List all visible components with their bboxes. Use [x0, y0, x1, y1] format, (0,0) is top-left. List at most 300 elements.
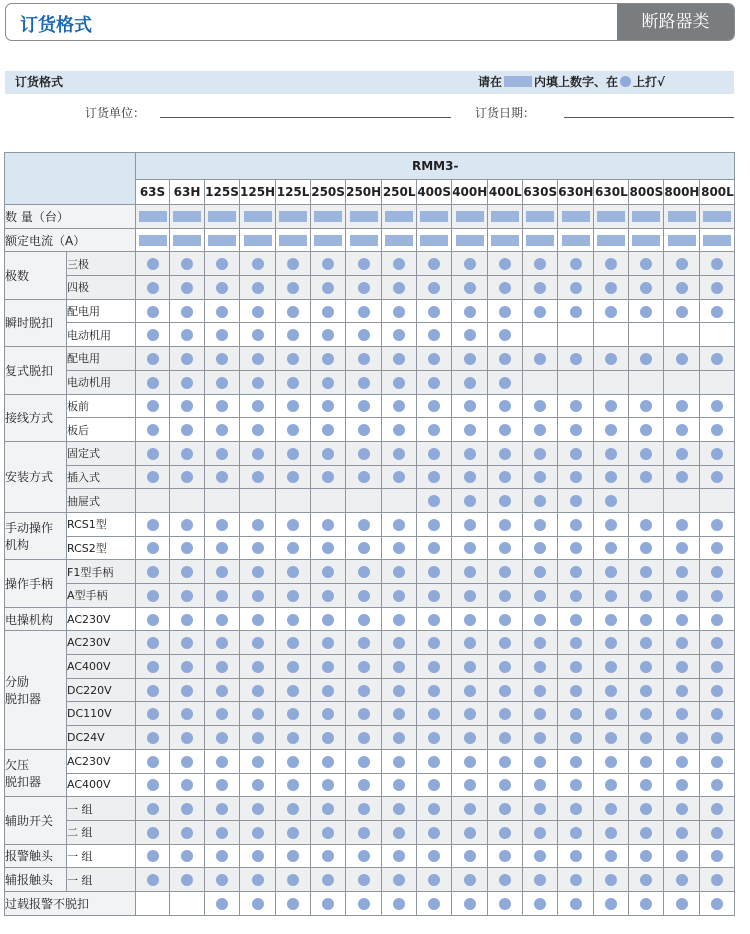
option-cell[interactable] [276, 702, 311, 726]
option-cell[interactable] [629, 418, 664, 442]
option-cell[interactable] [452, 844, 488, 868]
option-cell[interactable] [558, 465, 594, 489]
option-cell[interactable] [664, 607, 700, 631]
option-cell[interactable] [700, 631, 735, 655]
option-cell[interactable] [170, 749, 205, 773]
check-dot-icon[interactable] [216, 448, 228, 460]
check-dot-icon[interactable] [534, 448, 546, 460]
option-cell[interactable] [594, 276, 629, 300]
option-cell[interactable] [346, 773, 382, 797]
check-dot-icon[interactable] [711, 898, 723, 910]
check-dot-icon[interactable] [534, 495, 546, 507]
check-dot-icon[interactable] [711, 756, 723, 768]
option-cell[interactable] [523, 560, 558, 584]
check-dot-icon[interactable] [605, 898, 617, 910]
option-cell[interactable] [629, 465, 664, 489]
option-cell[interactable] [311, 678, 346, 702]
check-dot-icon[interactable] [499, 590, 511, 602]
option-cell[interactable] [346, 891, 382, 915]
option-cell[interactable] [488, 323, 523, 347]
check-dot-icon[interactable] [711, 779, 723, 791]
check-dot-icon[interactable] [428, 827, 440, 839]
option-cell[interactable] [629, 797, 664, 821]
check-dot-icon[interactable] [676, 685, 688, 697]
option-cell[interactable] [664, 678, 700, 702]
check-dot-icon[interactable] [252, 661, 264, 673]
option-cell[interactable] [523, 868, 558, 892]
option-cell[interactable] [488, 655, 523, 679]
fill-box[interactable] [314, 235, 342, 246]
option-cell[interactable] [452, 394, 488, 418]
option-cell[interactable] [136, 560, 170, 584]
check-dot-icon[interactable] [147, 542, 159, 554]
check-dot-icon[interactable] [181, 471, 193, 483]
option-cell[interactable] [136, 252, 170, 276]
option-cell[interactable] [629, 702, 664, 726]
option-cell[interactable] [417, 299, 452, 323]
check-dot-icon[interactable] [252, 282, 264, 294]
option-cell[interactable] [205, 418, 240, 442]
option-cell[interactable] [311, 370, 346, 394]
check-dot-icon[interactable] [252, 424, 264, 436]
check-dot-icon[interactable] [322, 756, 334, 768]
fill-box[interactable] [562, 235, 590, 246]
option-cell[interactable] [382, 820, 417, 844]
check-dot-icon[interactable] [287, 614, 299, 626]
option-cell[interactable] [205, 773, 240, 797]
check-dot-icon[interactable] [499, 306, 511, 318]
check-dot-icon[interactable] [499, 732, 511, 744]
option-cell[interactable] [594, 726, 629, 750]
check-dot-icon[interactable] [358, 353, 370, 365]
check-dot-icon[interactable] [711, 258, 723, 270]
option-cell[interactable] [452, 678, 488, 702]
check-dot-icon[interactable] [393, 708, 405, 720]
option-cell[interactable] [594, 891, 629, 915]
option-cell[interactable] [664, 797, 700, 821]
option-cell[interactable] [276, 252, 311, 276]
check-dot-icon[interactable] [676, 661, 688, 673]
check-dot-icon[interactable] [711, 803, 723, 815]
check-dot-icon[interactable] [358, 377, 370, 389]
option-cell[interactable] [382, 512, 417, 536]
check-dot-icon[interactable] [570, 803, 582, 815]
check-dot-icon[interactable] [676, 306, 688, 318]
option-cell[interactable] [276, 276, 311, 300]
option-cell[interactable] [523, 299, 558, 323]
check-dot-icon[interactable] [358, 708, 370, 720]
option-cell[interactable] [629, 773, 664, 797]
option-cell[interactable] [452, 702, 488, 726]
fill-box[interactable] [279, 235, 307, 246]
check-dot-icon[interactable] [216, 779, 228, 791]
option-cell[interactable] [346, 512, 382, 536]
check-dot-icon[interactable] [252, 306, 264, 318]
option-cell[interactable] [346, 323, 382, 347]
check-dot-icon[interactable] [252, 708, 264, 720]
option-cell[interactable] [700, 726, 735, 750]
option-cell[interactable] [240, 584, 276, 608]
check-dot-icon[interactable] [216, 329, 228, 341]
option-cell[interactable] [664, 465, 700, 489]
check-dot-icon[interactable] [147, 566, 159, 578]
option-cell[interactable] [594, 347, 629, 371]
option-cell[interactable] [382, 465, 417, 489]
option-cell[interactable] [276, 584, 311, 608]
option-cell[interactable] [523, 607, 558, 631]
option-cell[interactable] [523, 394, 558, 418]
check-dot-icon[interactable] [676, 850, 688, 862]
option-cell[interactable] [417, 702, 452, 726]
option-cell[interactable] [170, 465, 205, 489]
option-cell[interactable] [240, 394, 276, 418]
check-dot-icon[interactable] [252, 542, 264, 554]
option-cell[interactable] [700, 820, 735, 844]
check-dot-icon[interactable] [534, 471, 546, 483]
check-dot-icon[interactable] [570, 661, 582, 673]
check-dot-icon[interactable] [464, 590, 476, 602]
check-dot-icon[interactable] [216, 542, 228, 554]
fill-box[interactable] [350, 211, 378, 222]
check-dot-icon[interactable] [640, 732, 652, 744]
option-cell[interactable] [170, 394, 205, 418]
check-dot-icon[interactable] [287, 306, 299, 318]
option-cell[interactable] [700, 512, 735, 536]
check-dot-icon[interactable] [252, 850, 264, 862]
option-cell[interactable] [523, 584, 558, 608]
option-cell[interactable] [488, 678, 523, 702]
check-dot-icon[interactable] [147, 377, 159, 389]
option-cell[interactable] [594, 394, 629, 418]
check-dot-icon[interactable] [428, 566, 440, 578]
option-cell[interactable] [417, 418, 452, 442]
option-cell[interactable] [700, 773, 735, 797]
option-cell[interactable] [205, 299, 240, 323]
check-dot-icon[interactable] [393, 685, 405, 697]
check-dot-icon[interactable] [358, 850, 370, 862]
check-dot-icon[interactable] [322, 566, 334, 578]
option-cell[interactable] [594, 441, 629, 465]
option-cell[interactable] [240, 252, 276, 276]
check-dot-icon[interactable] [605, 874, 617, 886]
check-dot-icon[interactable] [640, 661, 652, 673]
option-cell[interactable] [664, 891, 700, 915]
check-dot-icon[interactable] [534, 874, 546, 886]
check-dot-icon[interactable] [570, 400, 582, 412]
check-dot-icon[interactable] [252, 732, 264, 744]
option-cell[interactable] [276, 536, 311, 560]
option-cell[interactable] [523, 891, 558, 915]
check-dot-icon[interactable] [358, 590, 370, 602]
option-cell[interactable] [205, 205, 240, 229]
option-cell[interactable] [240, 726, 276, 750]
option-cell[interactable] [346, 299, 382, 323]
option-cell[interactable] [276, 797, 311, 821]
check-dot-icon[interactable] [322, 519, 334, 531]
check-dot-icon[interactable] [358, 566, 370, 578]
check-dot-icon[interactable] [640, 282, 652, 294]
check-dot-icon[interactable] [393, 756, 405, 768]
option-cell[interactable] [664, 844, 700, 868]
check-dot-icon[interactable] [216, 661, 228, 673]
check-dot-icon[interactable] [147, 874, 159, 886]
check-dot-icon[interactable] [393, 424, 405, 436]
check-dot-icon[interactable] [181, 566, 193, 578]
option-cell[interactable] [488, 584, 523, 608]
option-cell[interactable] [311, 441, 346, 465]
option-cell[interactable] [488, 891, 523, 915]
option-cell[interactable] [205, 560, 240, 584]
check-dot-icon[interactable] [181, 850, 193, 862]
check-dot-icon[interactable] [464, 898, 476, 910]
check-dot-icon[interactable] [216, 685, 228, 697]
check-dot-icon[interactable] [640, 519, 652, 531]
option-cell[interactable] [558, 489, 594, 513]
option-cell[interactable] [523, 749, 558, 773]
check-dot-icon[interactable] [358, 779, 370, 791]
option-cell[interactable] [346, 465, 382, 489]
option-cell[interactable] [594, 536, 629, 560]
option-cell[interactable] [311, 228, 346, 252]
check-dot-icon[interactable] [464, 732, 476, 744]
option-cell[interactable] [382, 631, 417, 655]
option-cell[interactable] [417, 726, 452, 750]
check-dot-icon[interactable] [711, 590, 723, 602]
check-dot-icon[interactable] [464, 424, 476, 436]
check-dot-icon[interactable] [605, 471, 617, 483]
check-dot-icon[interactable] [534, 424, 546, 436]
check-dot-icon[interactable] [358, 306, 370, 318]
check-dot-icon[interactable] [216, 732, 228, 744]
check-dot-icon[interactable] [711, 661, 723, 673]
option-cell[interactable] [417, 631, 452, 655]
check-dot-icon[interactable] [640, 779, 652, 791]
check-dot-icon[interactable] [181, 448, 193, 460]
option-cell[interactable] [452, 205, 488, 229]
option-cell[interactable] [700, 228, 735, 252]
check-dot-icon[interactable] [605, 756, 617, 768]
check-dot-icon[interactable] [676, 827, 688, 839]
option-cell[interactable] [700, 844, 735, 868]
option-cell[interactable] [382, 773, 417, 797]
option-cell[interactable] [240, 797, 276, 821]
option-cell[interactable] [382, 228, 417, 252]
option-cell[interactable] [594, 418, 629, 442]
check-dot-icon[interactable] [640, 827, 652, 839]
check-dot-icon[interactable] [711, 827, 723, 839]
check-dot-icon[interactable] [252, 377, 264, 389]
check-dot-icon[interactable] [287, 329, 299, 341]
option-cell[interactable] [205, 607, 240, 631]
check-dot-icon[interactable] [605, 306, 617, 318]
option-cell[interactable] [629, 441, 664, 465]
option-cell[interactable] [311, 560, 346, 584]
check-dot-icon[interactable] [534, 850, 546, 862]
check-dot-icon[interactable] [570, 353, 582, 365]
check-dot-icon[interactable] [570, 708, 582, 720]
option-cell[interactable] [664, 631, 700, 655]
option-cell[interactable] [664, 749, 700, 773]
check-dot-icon[interactable] [358, 282, 370, 294]
option-cell[interactable] [523, 418, 558, 442]
check-dot-icon[interactable] [287, 827, 299, 839]
option-cell[interactable] [170, 820, 205, 844]
option-cell[interactable] [488, 631, 523, 655]
option-cell[interactable] [136, 347, 170, 371]
check-dot-icon[interactable] [252, 614, 264, 626]
option-cell[interactable] [700, 702, 735, 726]
option-cell[interactable] [417, 655, 452, 679]
check-dot-icon[interactable] [534, 258, 546, 270]
check-dot-icon[interactable] [428, 756, 440, 768]
option-cell[interactable] [205, 844, 240, 868]
check-dot-icon[interactable] [216, 614, 228, 626]
check-dot-icon[interactable] [252, 258, 264, 270]
option-cell[interactable] [558, 299, 594, 323]
option-cell[interactable] [136, 631, 170, 655]
check-dot-icon[interactable] [676, 803, 688, 815]
check-dot-icon[interactable] [464, 306, 476, 318]
option-cell[interactable] [594, 512, 629, 536]
option-cell[interactable] [452, 560, 488, 584]
check-dot-icon[interactable] [570, 495, 582, 507]
check-dot-icon[interactable] [570, 614, 582, 626]
check-dot-icon[interactable] [393, 448, 405, 460]
check-dot-icon[interactable] [605, 827, 617, 839]
check-dot-icon[interactable] [287, 850, 299, 862]
option-cell[interactable] [311, 891, 346, 915]
check-dot-icon[interactable] [676, 448, 688, 460]
option-cell[interactable] [452, 252, 488, 276]
check-dot-icon[interactable] [322, 400, 334, 412]
option-cell[interactable] [523, 844, 558, 868]
option-cell[interactable] [417, 868, 452, 892]
option-cell[interactable] [205, 868, 240, 892]
option-cell[interactable] [558, 512, 594, 536]
check-dot-icon[interactable] [322, 590, 334, 602]
check-dot-icon[interactable] [147, 803, 159, 815]
option-cell[interactable] [594, 607, 629, 631]
option-cell[interactable] [311, 418, 346, 442]
option-cell[interactable] [558, 844, 594, 868]
check-dot-icon[interactable] [216, 708, 228, 720]
fill-box[interactable] [668, 235, 696, 246]
fill-box[interactable] [526, 235, 554, 246]
option-cell[interactable] [136, 299, 170, 323]
option-cell[interactable] [594, 299, 629, 323]
check-dot-icon[interactable] [147, 779, 159, 791]
fill-box[interactable] [597, 235, 625, 246]
check-dot-icon[interactable] [322, 424, 334, 436]
check-dot-icon[interactable] [358, 329, 370, 341]
check-dot-icon[interactable] [428, 448, 440, 460]
check-dot-icon[interactable] [676, 779, 688, 791]
option-cell[interactable] [523, 773, 558, 797]
check-dot-icon[interactable] [216, 258, 228, 270]
check-dot-icon[interactable] [252, 874, 264, 886]
option-cell[interactable] [346, 205, 382, 229]
check-dot-icon[interactable] [676, 400, 688, 412]
check-dot-icon[interactable] [499, 471, 511, 483]
check-dot-icon[interactable] [393, 661, 405, 673]
check-dot-icon[interactable] [147, 519, 159, 531]
option-cell[interactable] [240, 868, 276, 892]
check-dot-icon[interactable] [605, 732, 617, 744]
option-cell[interactable] [311, 631, 346, 655]
check-dot-icon[interactable] [570, 566, 582, 578]
option-cell[interactable] [276, 205, 311, 229]
option-cell[interactable] [452, 489, 488, 513]
check-dot-icon[interactable] [216, 756, 228, 768]
option-cell[interactable] [276, 323, 311, 347]
option-cell[interactable] [276, 749, 311, 773]
option-cell[interactable] [205, 536, 240, 560]
fill-box[interactable] [173, 211, 201, 222]
check-dot-icon[interactable] [711, 685, 723, 697]
check-dot-icon[interactable] [605, 685, 617, 697]
check-dot-icon[interactable] [605, 282, 617, 294]
check-dot-icon[interactable] [676, 566, 688, 578]
option-cell[interactable] [205, 891, 240, 915]
option-cell[interactable] [488, 560, 523, 584]
option-cell[interactable] [170, 299, 205, 323]
option-cell[interactable] [629, 844, 664, 868]
option-cell[interactable] [664, 512, 700, 536]
check-dot-icon[interactable] [393, 258, 405, 270]
option-cell[interactable] [523, 678, 558, 702]
option-cell[interactable] [382, 347, 417, 371]
option-cell[interactable] [346, 228, 382, 252]
check-dot-icon[interactable] [216, 827, 228, 839]
check-dot-icon[interactable] [534, 400, 546, 412]
check-dot-icon[interactable] [358, 756, 370, 768]
check-dot-icon[interactable] [147, 850, 159, 862]
option-cell[interactable] [417, 323, 452, 347]
check-dot-icon[interactable] [181, 827, 193, 839]
check-dot-icon[interactable] [676, 756, 688, 768]
check-dot-icon[interactable] [605, 495, 617, 507]
option-cell[interactable] [594, 465, 629, 489]
fill-box[interactable] [244, 235, 272, 246]
option-cell[interactable] [700, 347, 735, 371]
option-cell[interactable] [417, 820, 452, 844]
option-cell[interactable] [136, 678, 170, 702]
option-cell[interactable] [558, 205, 594, 229]
check-dot-icon[interactable] [216, 566, 228, 578]
check-dot-icon[interactable] [464, 258, 476, 270]
check-dot-icon[interactable] [358, 614, 370, 626]
check-dot-icon[interactable] [428, 306, 440, 318]
option-cell[interactable] [276, 299, 311, 323]
option-cell[interactable] [452, 418, 488, 442]
option-cell[interactable] [276, 868, 311, 892]
option-cell[interactable] [417, 441, 452, 465]
check-dot-icon[interactable] [322, 661, 334, 673]
check-dot-icon[interactable] [181, 306, 193, 318]
check-dot-icon[interactable] [287, 566, 299, 578]
check-dot-icon[interactable] [147, 471, 159, 483]
check-dot-icon[interactable] [216, 424, 228, 436]
check-dot-icon[interactable] [393, 614, 405, 626]
check-dot-icon[interactable] [147, 637, 159, 649]
check-dot-icon[interactable] [252, 329, 264, 341]
check-dot-icon[interactable] [147, 329, 159, 341]
check-dot-icon[interactable] [570, 685, 582, 697]
check-dot-icon[interactable] [676, 424, 688, 436]
option-cell[interactable] [240, 560, 276, 584]
check-dot-icon[interactable] [216, 637, 228, 649]
check-dot-icon[interactable] [181, 519, 193, 531]
